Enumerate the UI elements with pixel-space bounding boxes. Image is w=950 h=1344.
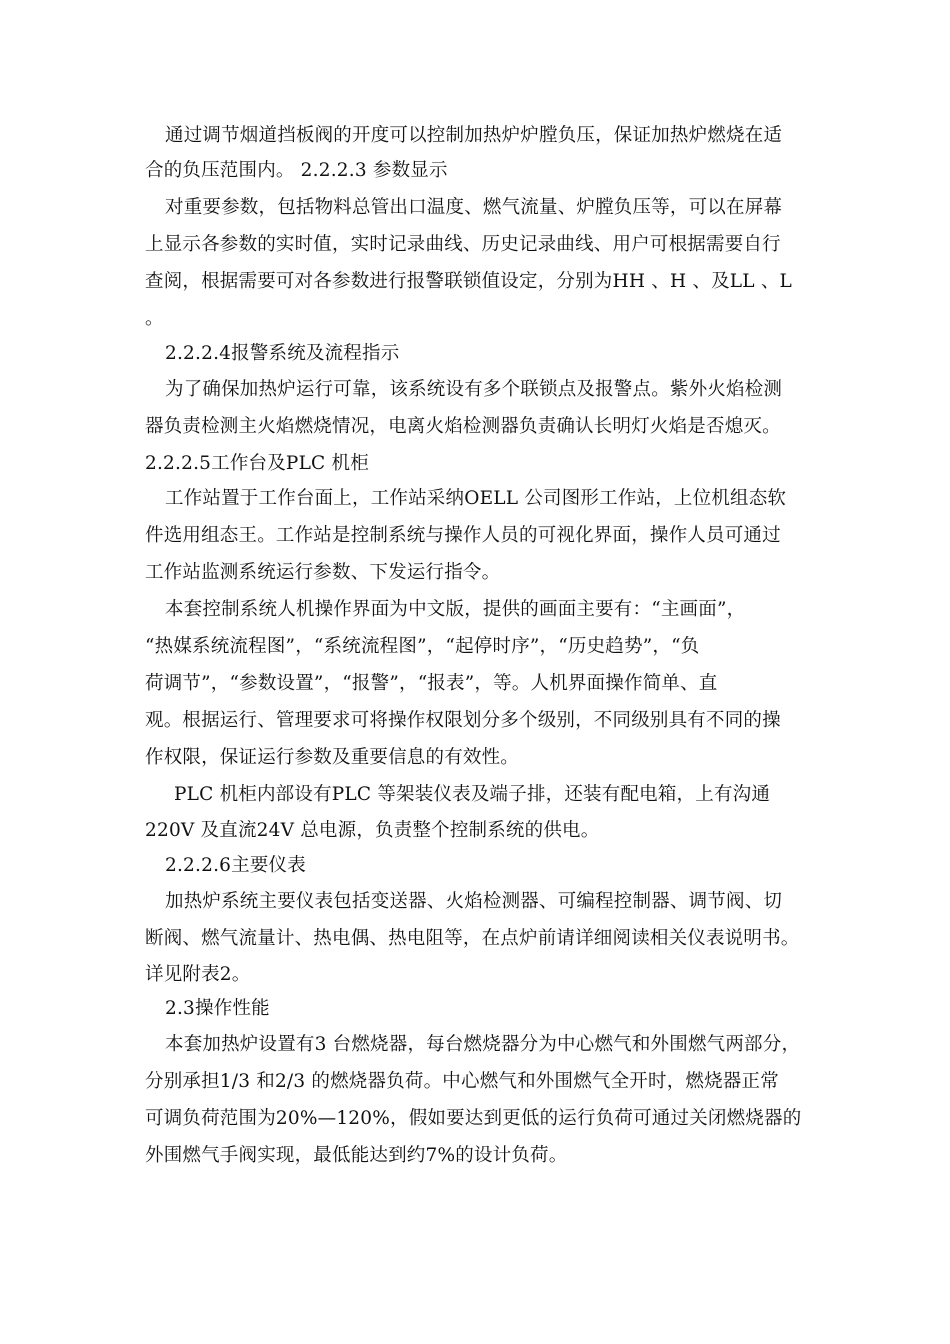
text-line: 为了确保加热炉运行可靠，该系统设有多个联锁点及报警点。紫外火焰检测 (165, 379, 783, 400)
section-heading: 2.2.2.5工作台及PLC 机柜 (145, 453, 369, 474)
text-line: 上显示各参数的实时值，实时记录曲线、历史记录曲线、用户可根据需要自行 (145, 234, 781, 255)
text-line: 荷调节”，“参数设置”，“报警”，“报表”，等。人机界面操作简单、直 (145, 673, 718, 694)
text-line: “热媒系统流程图”，“系统流程图”，“起停时序”，“历史趋势”，“负 (145, 636, 700, 657)
text-line: 观。根据运行、管理要求可将操作权限划分多个级别，不同级别具有不同的操 (145, 710, 781, 731)
text-line: 作权限，保证运行参数及重要信息的有效性。 (145, 747, 520, 768)
text-line: 。 (145, 308, 164, 329)
text-line: 详见附表2。 (145, 964, 251, 985)
text-line: 对重要参数，包括物料总管出口温度、燃气流量、炉膛负压等，可以在屏幕 (165, 197, 783, 218)
text-line: 断阀、燃气流量计、热电偶、热电阻等，在点炉前请详细阅读相关仪表说明书。 (145, 928, 800, 949)
text-line: 分别承担1/3 和2/3 的燃烧器负荷。中心燃气和外围燃气全开时，燃烧器正常 (145, 1071, 779, 1092)
text-line: 工作站置于工作台面上，工作站采纳OELL 公司图形工作站，上位机组态软 (165, 488, 787, 509)
text-line: 合的负压范围内。 2.2.2.3 参数显示 (145, 160, 448, 181)
text-line: 可调负荷范围为20%—120%，假如要达到更低的运行负荷可通过关闭燃烧器的 (145, 1108, 802, 1129)
text-line: 本套控制系统人机操作界面为中文版，提供的画面主要有：“主画面”， (165, 599, 746, 620)
text-line: 查阅，根据需要可对各参数进行报警联锁值设定，分别为HH 、H 、及LL 、L (145, 271, 792, 292)
text-line: 件选用组态王。工作站是控制系统与操作人员的可视化界面，操作人员可通过 (145, 525, 781, 546)
section-heading: 2.2.2.4报警系统及流程指示 (165, 343, 400, 364)
text-line: 加热炉系统主要仪表包括变送器、火焰检测器、可编程控制器、调节阀、切 (165, 891, 783, 912)
text-line: 外围燃气手阀实现，最低能达到约7%的设计负荷。 (145, 1145, 568, 1166)
text-line: PLC 机柜内部设有PLC 等架装仪表及端子排，还装有配电箱，上有沟通 (174, 784, 771, 805)
text-line: 本套加热炉设置有3 台燃烧器，每台燃烧器分为中心燃气和外围燃气两部分， (165, 1034, 801, 1055)
text-line: 通过调节烟道挡板阀的开度可以控制加热炉炉膛负压，保证加热炉燃烧在适 (165, 125, 783, 146)
text-line: 220V 及直流24V 总电源，负责整个控制系统的供电。 (145, 820, 600, 841)
section-heading: 2.2.2.6主要仪表 (165, 855, 306, 876)
section-heading: 2.3操作性能 (165, 998, 270, 1019)
text-line: 器负责检测主火焰燃烧情况，电离火焰检测器负责确认长明灯火焰是否熄灭。 (145, 416, 781, 437)
text-line: 工作站监测系统运行参数、下发运行指令。 (145, 562, 501, 583)
